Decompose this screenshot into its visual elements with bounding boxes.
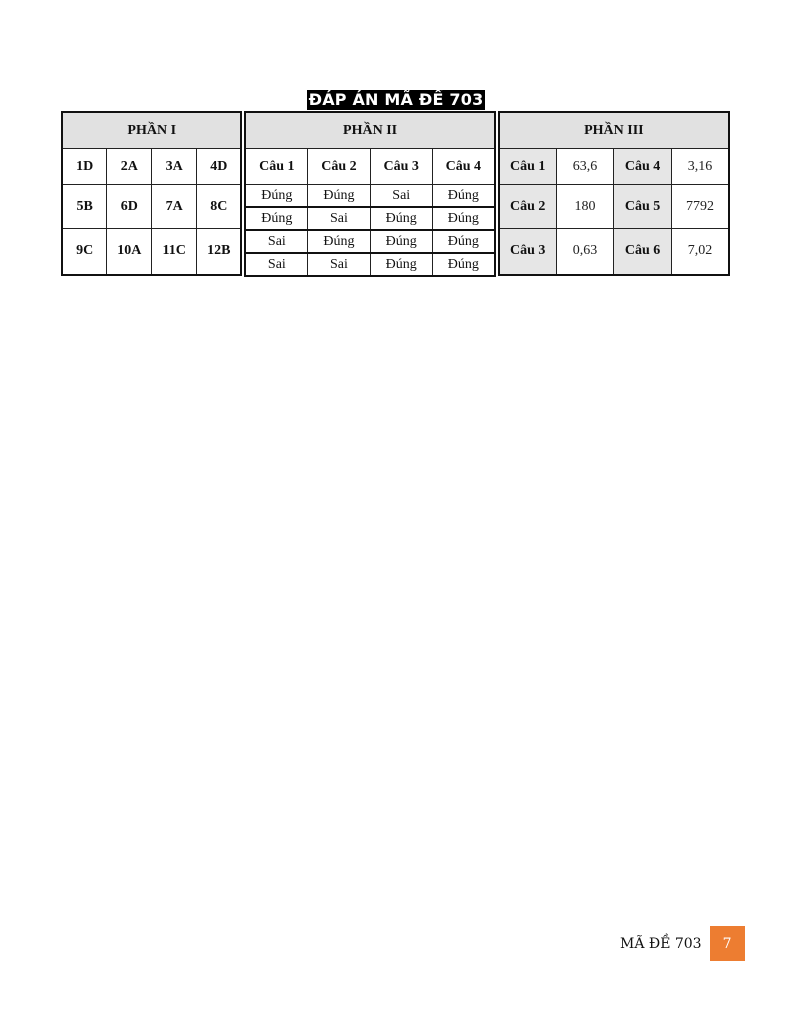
part-3-question-label: Câu 2 <box>499 185 557 229</box>
page-footer <box>620 926 745 961</box>
answer-key-title-wrap <box>0 90 792 110</box>
part-3-answer: 3,16 <box>671 149 729 185</box>
part-1-answer: 1D <box>62 149 107 185</box>
part-2-answer: Đúng <box>370 230 432 253</box>
part-2-answer: Đúng <box>245 207 307 230</box>
answer-key-title: ĐÁP ÁN MÃ ĐỀ 703 <box>308 90 484 109</box>
part-2-answer: Đúng <box>432 253 494 276</box>
part-1-answer: 5B <box>62 185 107 229</box>
part-2-answer: Đúng <box>308 230 370 253</box>
part-2-answer: Đúng <box>245 185 307 208</box>
part-1-answer: 6D <box>107 185 152 229</box>
part-2-answer: Đúng <box>370 253 432 276</box>
part-3-answer: 63,6 <box>556 149 614 185</box>
part-1-answer: 4D <box>197 149 242 185</box>
part-1-answer: 3A <box>152 149 197 185</box>
part-1-table <box>61 111 242 276</box>
page-number-badge: 7 <box>710 926 745 961</box>
part-2-answer: Đúng <box>432 230 494 253</box>
part-2-question-label: Câu 4 <box>432 149 494 185</box>
part-3-question-label: Câu 1 <box>499 149 557 185</box>
part-3-answer: 7792 <box>671 185 729 229</box>
part-1-answer: 8C <box>197 185 242 229</box>
part-1-answer: 9C <box>62 229 107 275</box>
part-1-answer: 12B <box>197 229 242 275</box>
part-2-header: PHẦN II <box>245 112 494 149</box>
part-3-header: PHẦN III <box>499 112 729 149</box>
part-2-answer: Đúng <box>370 207 432 230</box>
part-3-question-label: Câu 6 <box>614 229 672 275</box>
part-2-answer: Sai <box>308 207 370 230</box>
part-2-answer: Sai <box>370 185 432 208</box>
part-3-question-label: Câu 4 <box>614 149 672 185</box>
part-1-header: PHẦN I <box>62 112 241 149</box>
part-2-answer: Đúng <box>432 185 494 208</box>
footer-exam-code: MÃ ĐỀ 703 <box>620 935 702 952</box>
answer-key-sheet <box>61 111 730 275</box>
part-1-answer: 11C <box>152 229 197 275</box>
part-3-answer: 7,02 <box>671 229 729 275</box>
part-2-table <box>244 111 495 277</box>
part-2-answer: Đúng <box>432 207 494 230</box>
part-3-question-label: Câu 5 <box>614 185 672 229</box>
part-3-answer: 180 <box>556 185 614 229</box>
part-3-question-label: Câu 3 <box>499 229 557 275</box>
part-2-question-label: Câu 3 <box>370 149 432 185</box>
part-2-answer: Sai <box>245 253 307 276</box>
part-2-question-label: Câu 2 <box>308 149 370 185</box>
part-1-answer: 7A <box>152 185 197 229</box>
part-1-answer: 10A <box>107 229 152 275</box>
part-3-table <box>498 111 730 276</box>
part-2-answer: Sai <box>245 230 307 253</box>
part-2-question-label: Câu 1 <box>245 149 307 185</box>
part-1-answer: 2A <box>107 149 152 185</box>
part-2-answer: Đúng <box>308 185 370 208</box>
part-2-answer: Sai <box>308 253 370 276</box>
part-3-answer: 0,63 <box>556 229 614 275</box>
